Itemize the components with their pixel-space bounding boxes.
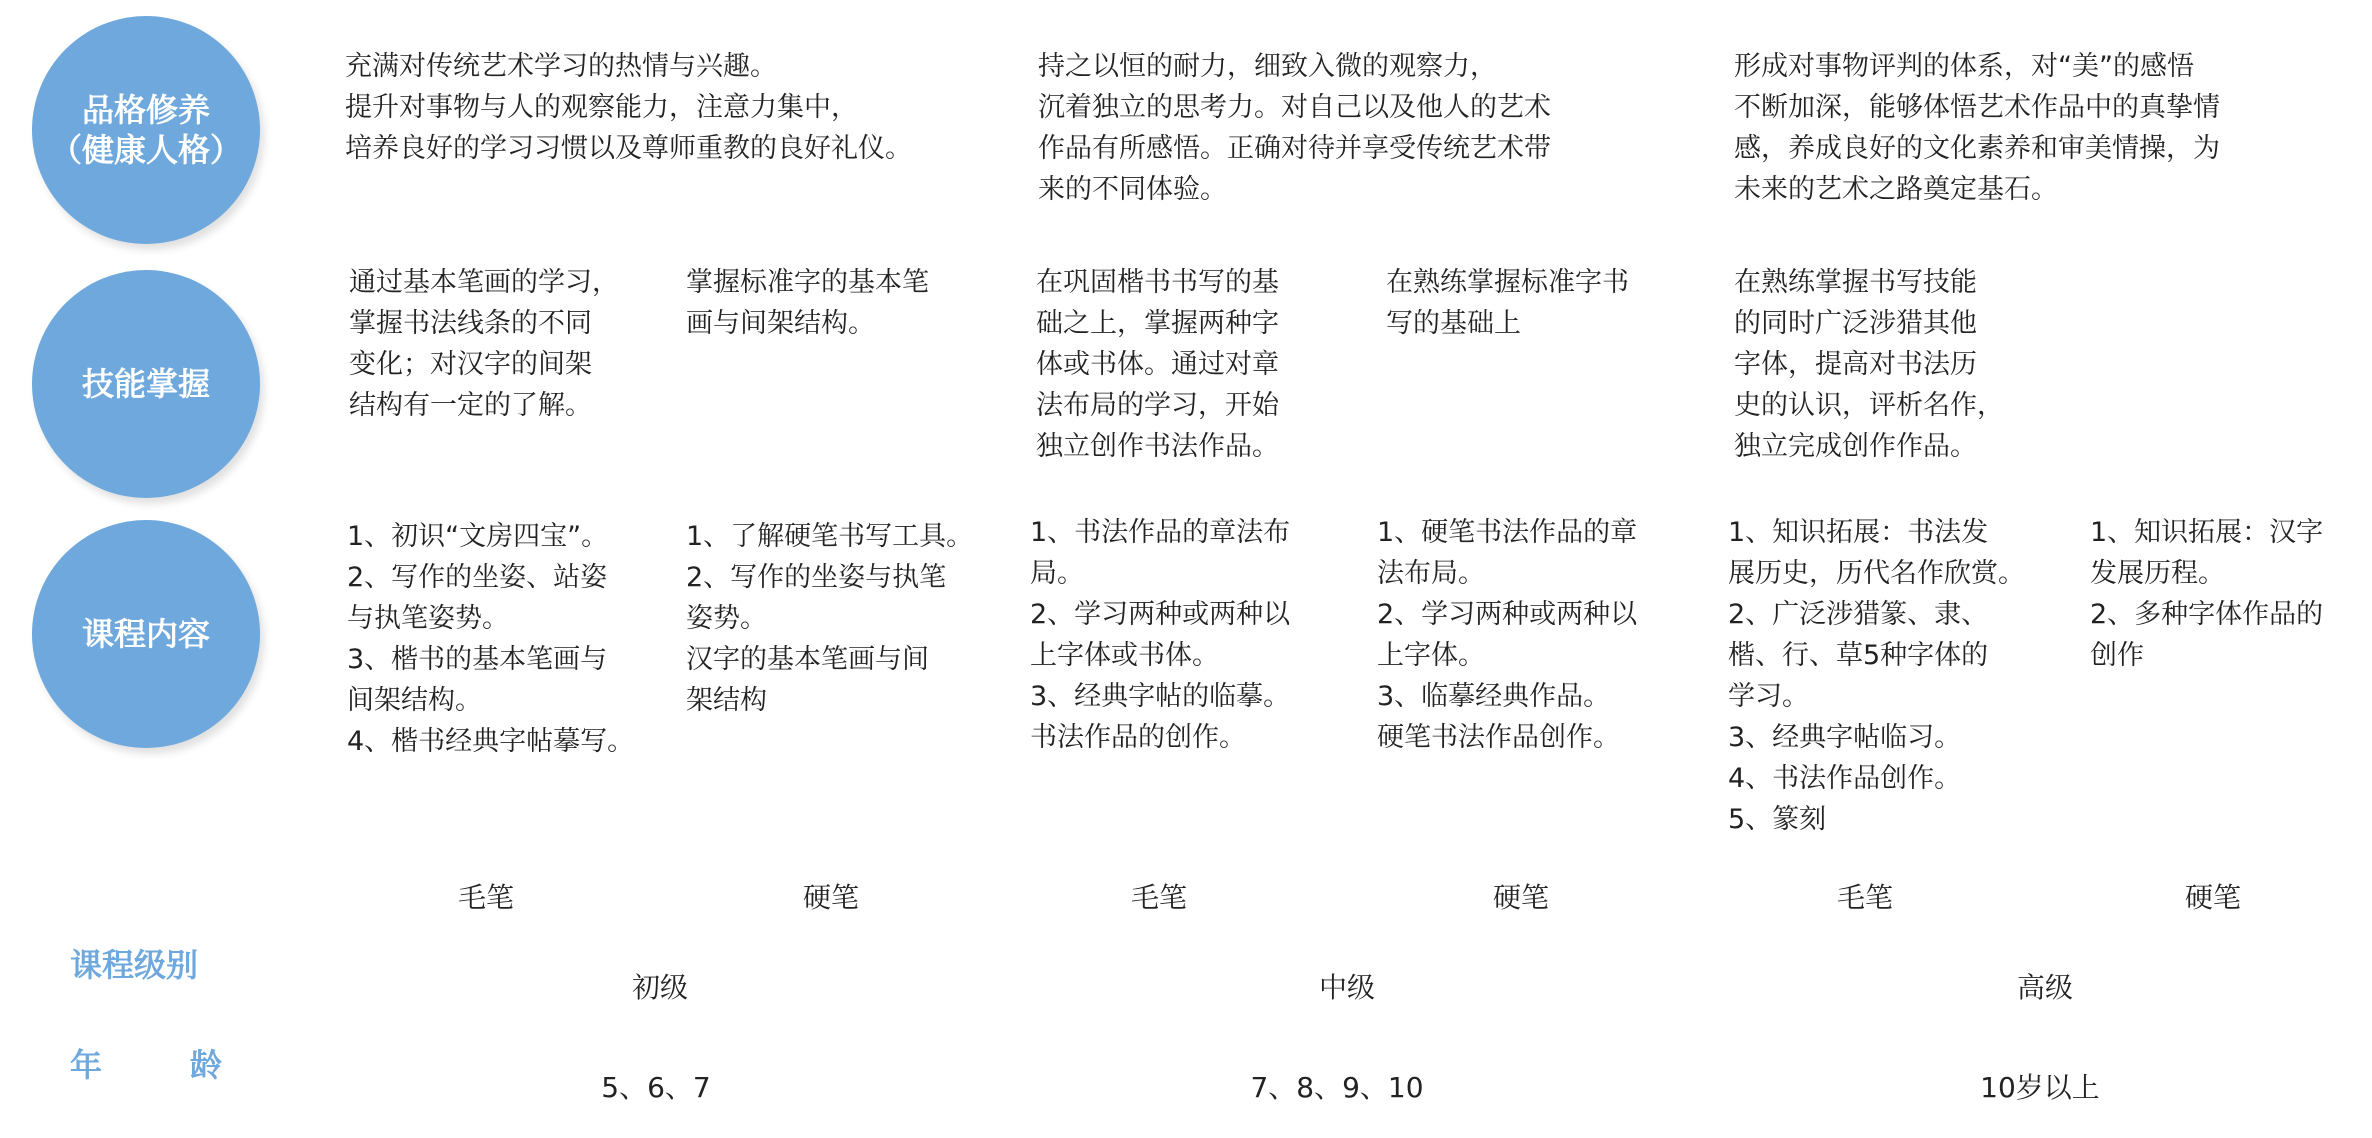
skills-intermediate-brush-text: 在巩固楷书书写的基 础之上，掌握两种字 体或书体。通过对章 法布局的学习，开始 独立创作书法作品。 (1036, 267, 1279, 462)
content-circle (32, 520, 260, 748)
tool-advanced-brush: 毛笔 (1836, 881, 1894, 914)
skills-label: 技能掌握 (81, 365, 210, 403)
age-label-left: 年 (70, 1046, 103, 1084)
tool-beginner-brush: 毛笔 (457, 881, 515, 914)
skills-advanced-brush-text: 在熟练掌握书写技能 的同时广泛涉猎其他 字体，提高对书法历 史的认识，评析名作， 独立完成创作作品。 (1734, 267, 2004, 462)
level-label: 课程级别 (70, 946, 199, 984)
content-advanced-brush-text: 1、知识拓展：书法发 展历史，历代名作欣赏。 2、广泛涉猎篆、隶、 楷、行、草5种字体的 学习。 3、经典字帖临习。 4、书法作品创作。 5、篆刻 (1728, 517, 2025, 835)
tool-intermediate-brush: 毛笔 (1130, 881, 1188, 914)
level-intermediate: 中级 (1318, 971, 1376, 1004)
character-label: 品格修养 （健康人格） (49, 91, 242, 169)
content-beginner-pen-text: 1、了解硬笔书写工具。 2、写作的坐姿与执笔 姿势。 汉字的基本笔画与间 架结构 (686, 521, 974, 716)
tool-beginner-pen: 硬笔 (802, 881, 860, 914)
content-intermediate-pen-text: 1、硬笔书法作品的章 法布局。 2、学习两种或两种以 上字体。 3、临摹经典作品。 硬笔书法作品创作。 (1377, 517, 1638, 753)
skills-beginner-pen-text: 掌握标准字的基本笔 画与间架结构。 (686, 267, 929, 339)
character-intermediate-text: 持之以恒的耐力，细致入微的观察力， 沉着独立的思考力。对自己以及他人的艺术 作品有所感悟。正确对待并享受传统艺术带 来的不同体验。 (1038, 51, 1551, 205)
tool-intermediate-pen: 硬笔 (1492, 881, 1550, 914)
level-beginner: 初级 (631, 971, 689, 1004)
level-advanced: 高级 (2016, 971, 2074, 1004)
skills-intermediate-pen-text: 在熟练掌握标准字书 写的基础上 (1386, 267, 1629, 339)
age-label (70, 1040, 222, 1086)
character-beginner-text: 充满对传统艺术学习的热情与兴趣。 提升对事物与人的观察能力，注意力集中， 培养良好的学习习惯以及尊师重教的良好礼仪。 (345, 51, 912, 164)
age-intermediate: 7、8、9、10 (1250, 1071, 1424, 1104)
character-circle (32, 16, 260, 244)
age-label-right: 龄 (190, 1046, 223, 1084)
character-advanced-text: 形成对事物评判的体系，对“美”的感悟 不断加深，能够体悟艺术作品中的真挚情 感，养成良好的文化素养和审美情操，为 未来的艺术之路奠定基石。 (1734, 51, 2220, 205)
content-intermediate-brush-text: 1、书法作品的章法布 局。 2、学习两种或两种以 上字体或书体。 3、经典字帖的临摹。 书法作品的创作。 (1030, 517, 1291, 753)
age-beginner: 5、6、7 (601, 1071, 711, 1104)
tool-advanced-pen: 硬笔 (2184, 881, 2242, 914)
content-advanced-pen-text: 1、知识拓展：汉字 发展历程。 2、多种字体作品的 创作 (2090, 517, 2324, 671)
skills-circle (32, 270, 260, 498)
skills-beginner-brush-text: 通过基本笔画的学习， 掌握书法线条的不同 变化；对汉字的间架 结构有一定的了解。 (349, 267, 619, 421)
content-beginner-brush-text: 1、初识“文房四宝”。 2、写作的坐姿、站姿 与执笔姿势。 3、楷书的基本笔画与 间架结构。 4、楷书经典字帖摹写。 (347, 521, 635, 757)
age-advanced: 10岁以上 (1980, 1071, 2100, 1104)
content-label: 课程内容 (81, 615, 210, 653)
